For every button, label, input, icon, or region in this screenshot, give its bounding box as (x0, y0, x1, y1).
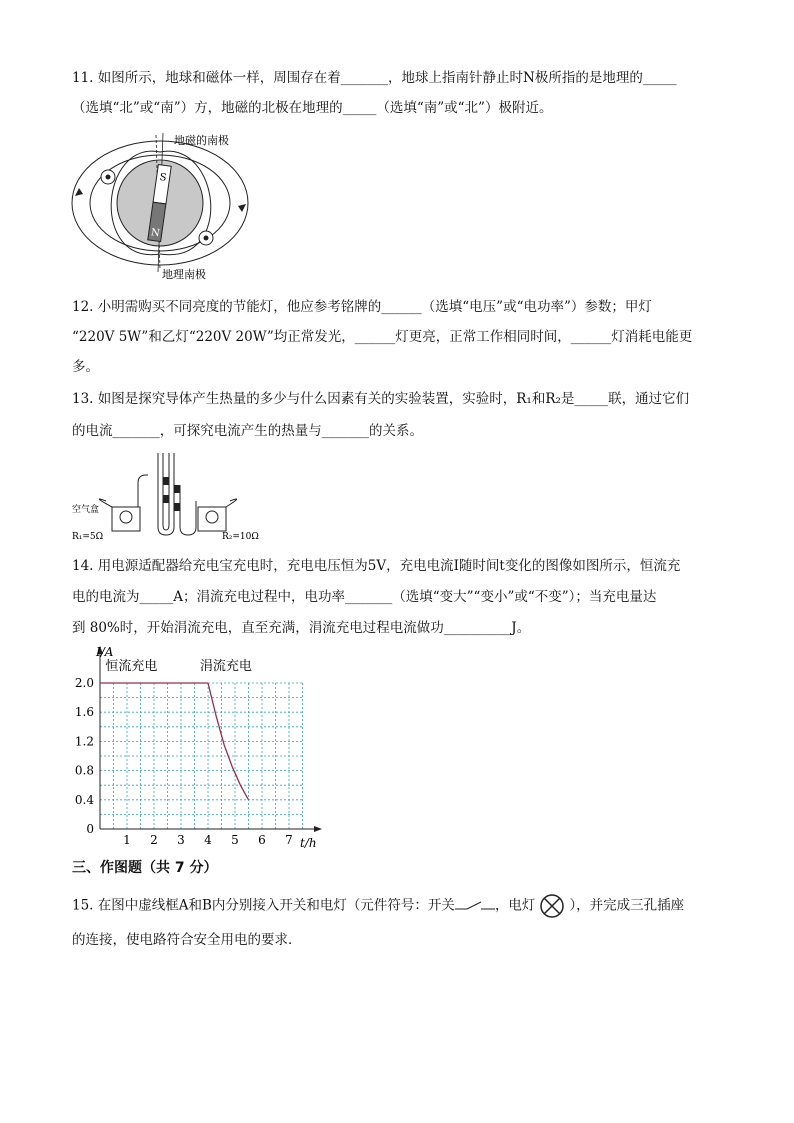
x-tick-label: 6 (258, 833, 266, 847)
q13-line2: 的电流_______，可探究电流产生的热量与_______的关系。 (72, 423, 423, 439)
q15-text-mid: ，电灯 (494, 897, 536, 914)
q15-line1 (72, 893, 684, 919)
q12-line2: “220V 5W”和乙灯“220V 20W”均正常发光，______灯更亮，正常工作相同时间，______灯消耗电能更 (72, 329, 693, 345)
q15-text-post: ），并完成三孔插座 (569, 897, 685, 914)
x-tick-label: 2 (150, 833, 158, 847)
lamp-symbol-icon (537, 893, 567, 919)
q15-text-pre: 15. 在图中虚线框A和B内分别接入开关和电灯（元件符号：开关 (72, 897, 455, 914)
annotation-constant-current: 恒流充电 (105, 659, 158, 674)
r2-label: R₂=10Ω (222, 532, 259, 542)
x-tick-label: 3 (177, 833, 185, 847)
pole-n-label: N (150, 227, 161, 240)
x-tick-label: 4 (204, 833, 212, 847)
air-box-label: 空气盒 (72, 505, 100, 515)
q14-line3: 到 80%时，开始涓流充电，直至充满，涓流充电过程电流做功__________J。 (72, 620, 531, 636)
x-axis-arrow (314, 826, 322, 832)
heat-experiment-figure (70, 445, 270, 545)
x-axis-label: t/h (300, 836, 317, 850)
geomagnetic-south-label: 地磁的南极 (174, 134, 229, 147)
q11-line2: （选填“北”或“南”）方，地磁的北极在地理的_____（选填“南”或“北”）极附近。 (72, 100, 553, 116)
earth-magnetic-field-figure (70, 130, 260, 285)
y-tick-label: 2.0 (74, 676, 94, 690)
q11-line1: 11. 如图所示，地球和磁体一样，周围存在着_______，地球上指南针静止时N极所指的是地理的_____ (72, 70, 677, 86)
y-tick-label: 0.4 (74, 792, 94, 807)
x-tick-label: 5 (231, 833, 239, 847)
charging-current-chart (70, 640, 330, 855)
q12-line3: 多。 (72, 359, 99, 375)
r1-label: R₁=5Ω (72, 532, 104, 542)
y-tick-label: 1.6 (74, 705, 94, 720)
annotation-trickle-charge: 涓流充电 (199, 659, 252, 674)
geographic-south-label: 地理南极 (162, 268, 206, 281)
q15-line2: 的连接，使电路符合安全用电的要求． (72, 932, 302, 948)
switch-symbol-icon (455, 899, 495, 913)
y-tick-label: 0.8 (74, 763, 94, 778)
y-tick-label: 0 (86, 822, 94, 836)
q14-line1: 14. 用电源适配器给充电宝充电时，充电电压恒为5V，充电电流I随时间t变化的图像如图所示，恒流充 (72, 558, 681, 574)
y-tick-label: 1.2 (74, 734, 94, 749)
pole-s-label: S (158, 171, 168, 184)
q12-line1: 12. 小明需购买不同亮度的节能灯，他应参考铭牌的______（选填“电压”或“电功率”）参数；甲灯 (72, 299, 652, 315)
y-axis-label: I/A (96, 645, 114, 659)
x-tick-label: 1 (123, 833, 131, 847)
x-tick-label: 7 (285, 833, 293, 847)
q13-line1: 13. 如图是探究导体产生热量的多少与什么因素有关的实验装置，实验时，R₁和R₂是_____联，通过它们 (72, 391, 690, 407)
q14-line2: 电的电流为_____A；涓流充电过程中，电功率_______（选填“变大”“变小”或“不变”）；当充电量达 (72, 589, 657, 605)
section-heading: 三、作图题（共 7 分） (72, 860, 218, 876)
